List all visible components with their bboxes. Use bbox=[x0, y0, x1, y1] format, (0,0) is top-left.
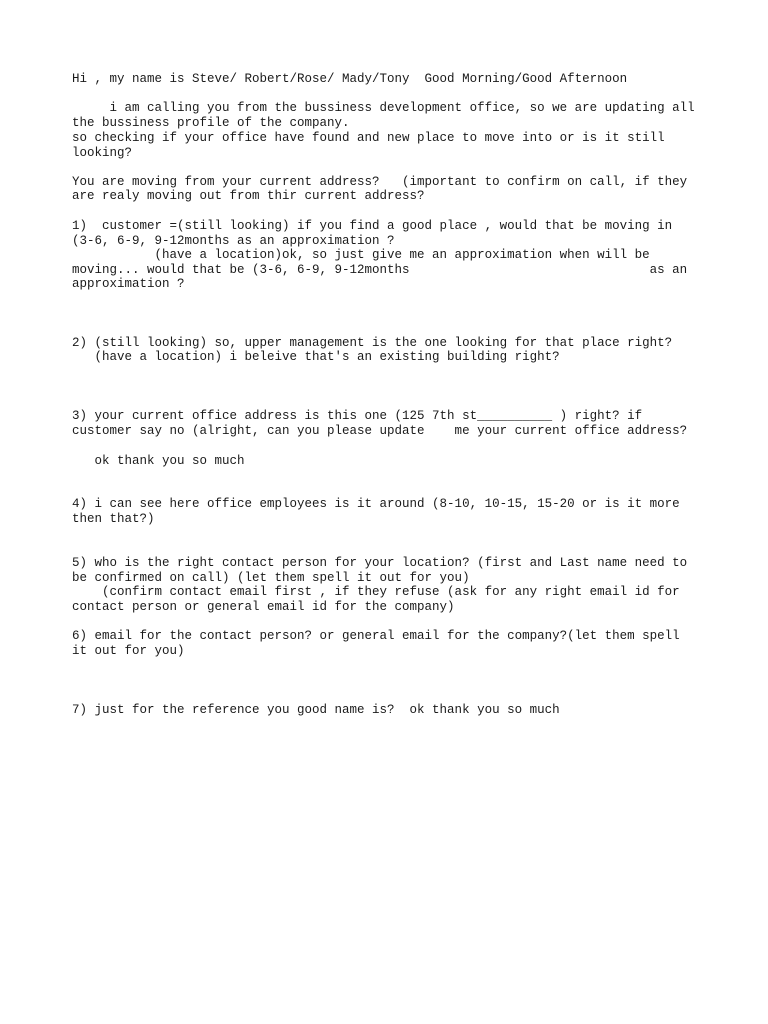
intro-line: the bussiness profile of the company. bbox=[72, 116, 350, 130]
question-2-line: (have a location) i beleive that's an existing building right? bbox=[72, 350, 560, 364]
question-3-line: customer say no (alright, can you please update me your current office address? bbox=[72, 424, 688, 438]
question-5-line: 5) who is the right contact person for your location? (first and Last name need to bbox=[72, 556, 688, 570]
question-5-line: contact person or general email id for the company) bbox=[72, 600, 455, 614]
confirm-move-line: You are moving from your current address? (important to confirm on call, if they bbox=[72, 175, 688, 189]
question-3-line: ok thank you so much bbox=[72, 454, 245, 468]
question-1-line: (have a location)ok, so just give me an approximation when will be bbox=[72, 248, 650, 262]
question-7-line: 7) just for the reference you good name is? ok thank you so much bbox=[72, 703, 560, 717]
question-2-line: 2) (still looking) so, upper management is the one looking for that place right? bbox=[72, 336, 673, 350]
question-4-line: 4) i can see here office employees is it around (8-10, 10-15, 15-20 or is it more bbox=[72, 497, 680, 511]
greeting-line: Hi , my name is Steve/ Robert/Rose/ Mady/Tony Good Morning/Good Afternoon bbox=[72, 72, 628, 86]
question-5-line: (confirm contact email first , if they refuse (ask for any right email id for bbox=[72, 585, 680, 599]
question-3-line: 3) your current office address is this one (125 7th st__________ ) right? if bbox=[72, 409, 643, 423]
confirm-move-line: are realy moving out from thir current address? bbox=[72, 189, 425, 203]
question-4-line: then that?) bbox=[72, 512, 155, 526]
intro-line: so checking if your office have found and new place to move into or is it still bbox=[72, 131, 665, 145]
question-1-line: 1) customer =(still looking) if you find a good place , would that be moving in bbox=[72, 219, 673, 233]
question-6-line: it out for you) bbox=[72, 644, 185, 658]
intro-line: looking? bbox=[72, 146, 133, 160]
question-1-line: moving... would that be (3-6, 6-9, 9-12months as an bbox=[72, 263, 688, 277]
intro-line: i am calling you from the bussiness development office, so we are updating all bbox=[72, 101, 695, 115]
question-6-line: 6) email for the contact person? or general email for the company?(let them spell bbox=[72, 629, 680, 643]
question-1-line: approximation ? bbox=[72, 277, 185, 291]
question-1-line: (3-6, 6-9, 9-12months as an approximation ? bbox=[72, 234, 395, 248]
question-5-line: be confirmed on call) (let them spell it out for you) bbox=[72, 571, 470, 585]
